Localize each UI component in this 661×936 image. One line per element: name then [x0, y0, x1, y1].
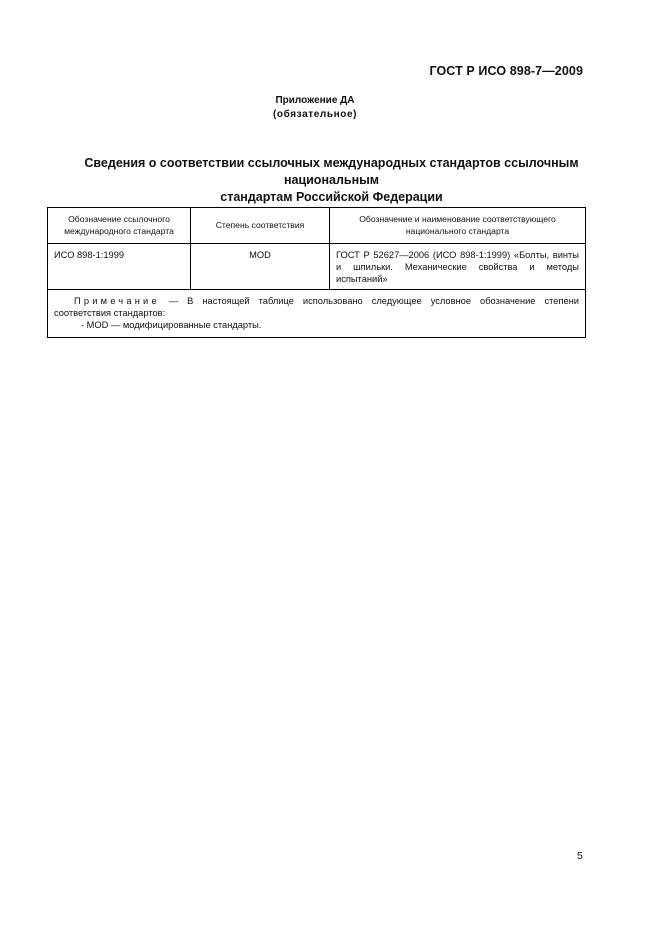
document-title-line2: стандартам Российской Федерации [220, 190, 443, 204]
document-title-line1: Сведения о соответствии ссылочных международных стандартов ссылочным национальным [84, 156, 579, 187]
cell-degree-of-correspondence: MOD [191, 244, 330, 290]
appendix-status: (обязательное) [272, 109, 358, 120]
table-note-row [48, 290, 586, 338]
column-header-international: Обозначение ссылочного международного стандарта [48, 208, 191, 244]
appendix-heading [0, 94, 630, 122]
document-title [44, 155, 619, 206]
note-item: - MOD — модифицированные стандарты. [81, 320, 262, 330]
note-text: — В настоящей таблице использовано следующее условное обозначение степени соответствия стандартов: [54, 296, 579, 318]
table-note [48, 290, 586, 338]
page-number: 5 [577, 850, 583, 862]
standard-code: ГОСТ Р ИСО 898-7—2009 [429, 64, 583, 78]
note-line [54, 295, 579, 319]
note-label: Примечание [74, 296, 160, 306]
table-row [48, 244, 586, 290]
cell-international-standard: ИСО 898-1:1999 [48, 244, 191, 290]
table-header-row [48, 208, 586, 244]
appendix-title: Приложение ДА [275, 95, 355, 106]
column-header-degree: Степень соответствия [191, 208, 330, 244]
column-header-national: Обозначение и наименование соответствующего национального стандарта [330, 208, 586, 244]
correspondence-table [47, 207, 586, 338]
cell-national-standard: ГОСТ Р 52627—2006 (ИСО 898-1:1999) «Болты, винты и шпильки. Механические свойства и методы испытаний» [330, 244, 586, 290]
